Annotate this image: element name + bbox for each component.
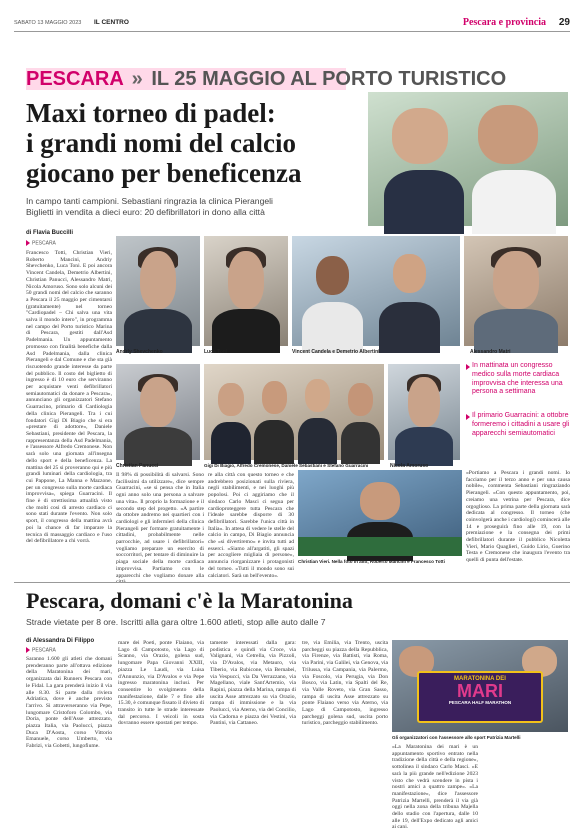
photo-mancini-totti — [368, 92, 568, 226]
article2-col4: tre, via Emilia, via Trento, uscita parcheggi su piazza della Repubblica, via Firenze, via Battisti, via Roma, via Parini, via Galilei, via Genova, via Trilussa, via Campania, via Palermo, via Foscolo, via Perugia, via Don Bosco, via Latin, via Spalti del Re, via Valle Roveto, via Gran Sasso, rampa di uscita Asse attrezzato su ponte Flaiano verso via Aterno, via Lago di Campotosto, ingresso parcheggi golena sud, uscita porto turistico, parcheggio stabilimento. — [302, 640, 388, 727]
highlight-text-1: In mattinata un congresso medico sulla morte cardiaca improvvisa che interessa una persona a settimana — [472, 362, 563, 396]
subhead-line: Biglietti in vendita a dieci euro: 20 defibrillatori in dono alla città — [26, 207, 265, 217]
banner-line2: MARI — [456, 681, 503, 702]
article2-dateline — [26, 647, 56, 653]
caption-maratonina: Gli organizzatori con l'assessore allo sport Patrizia Martelli — [392, 735, 521, 740]
headline-line: giocano per beneficenza — [26, 158, 302, 188]
highlight-box-1 — [466, 362, 570, 397]
arrow-icon — [466, 414, 470, 420]
subhead-line: In campo tanti campioni. Sebastiani ringrazia la clinica Pierangeli — [26, 196, 273, 206]
banner-line1: MARATONINA DEI — [454, 676, 506, 683]
article2-headline: Pescara, domani c'è la Maratonina — [26, 588, 353, 613]
article1-byline: di Flavia Buccilli — [26, 230, 74, 236]
article2-col5: «La Maratonina dei mari è un appuntamento sportivo entrato nella tradizione della città e della regione», sottolinea il sindaco Carlo Masci. «E sarà la più grande nell'edizione 2023 visto che vedrà scendere in pista i nostri amici a quattro zampe». «La manifestazione», dice l'assessore Patrizia Martelli, prenderà il via già oggi nella zona della tribuna Majella dello stadio con l'apertura, dalle 10 alle 19, dell'Expo dedicato agli amici ai cani. — [392, 744, 478, 831]
caption-organizers: Gigi Di Biagio, Alfredo Cremonese, Daniele Sebastiani e Stefano Guarracini — [204, 463, 369, 468]
article1-col2: Il 98% di possibilità di salvarsi. Sono facilissimi da utilizzare», dice sempre Guarracini, «se si pensa che in Italia ogni anno solo una persona a salvare una vita». Il proprio la formazione e il secondo step del progetto. «A partire da ottobre andremo nei quartieri con i cardiologi e gli infermieri della clinica Pierangeli per formare gratuitamente i cittadini, probabilmente nelle parrocchie, ad usare i defibrillatori» vogliamo preparare un esercito di soccorritori, per tentare di diminuire la piaga sociale della morte cardiaca improvvisa. Partiamo con le apparecchi che vogliamo donare alla — [116, 472, 204, 579]
kicker-text — [26, 66, 506, 92]
headline-line: Maxi torneo di padel: — [26, 98, 276, 128]
photo-maratonina — [392, 640, 568, 732]
article2-col3: tamente interessati dalla gara: podistica e quindi via Croce, via Valignani, via Cetrella, via Pizzoli, via D'Avalos, via Metauro, via Tiberio, via Rubicone, via Bernabei, via Vespucci, via Da Verrazzano, via Magellano, viale Sant'Artemio, via Rapini, piazza della Marina, rampa di uscita Asse attrezzato su via Orazio, rampa di immissione e la via Paolucci, via Aterno, via del Concilio, via Cadorna e piazza dei Vestini, via Pantini, via Cattaneo. — [210, 640, 296, 727]
article2-subhead: Strade vietate per 8 ore. Iscritti alla gara oltre 1.600 atleti, stop alle auto dalle 7 — [26, 617, 326, 627]
photo-amoruso — [388, 364, 460, 460]
banner-line3: PESCARA HALF MARATHON — [448, 700, 512, 706]
maratonina-banner — [417, 671, 544, 723]
article2-col1: Saranno 1.600 gli atleti che domani prenderanno parte all'ottava edizione della Maratonina dei mari, organizzata dai Runners Pescara con le Fidal. La gara prenderà inizio il via alle 8.30. Si parte dalla riviera Adriatica, dove è anche previsto l'arrivo. Si attraverseranno via Pepe, lungomare Cristoforo Colombo, via Doria, ponte dell'Asse attrezzato, piazza Italia, via Paolucci, piazza Duca D'Aosta, corso Vittorio Emanuele, corso Umberto, via Fabrizi, via Gobetti, lungofiume. — [26, 656, 112, 750]
kicker-separator: » — [131, 68, 143, 90]
photo-toni — [204, 236, 288, 346]
article2-byline: di Alessandra Di Filippo — [26, 638, 95, 644]
headline-line: i grandi nomi del calcio — [26, 128, 296, 158]
header-section: Pescara e provincia — [462, 17, 546, 28]
page-header — [14, 16, 570, 32]
caption-candela-albertini: Vincent Candela e Demetrio Albertini — [292, 349, 380, 355]
photo-organizers — [204, 364, 384, 460]
location-icon — [26, 647, 30, 653]
header-paper: IL CENTRO — [94, 19, 129, 26]
caption-panucci: Christian Panucci — [116, 463, 159, 469]
dateline-text: PESCARA — [32, 240, 56, 247]
article1-col4: «Portiamo a Pescara i grandi nomi. Io facciamo per il terzo anno e per una causa nobile», commenta Sebastiani ringraziando Pierangeli. «Con questo appuntamento, poi, creiamo una vetrina per Pescara, dice orgoglioso. La prima parte della giornata sarà dedicata al congresso. Il torneo (che coinvolgerà anche i cardiologi) comincerà alle 14 e proseguirà fino alle 19, con la premiazione e la consegna dei primi defibrillatori durante il pubblico Nicoletta Vieri, Mario Quaglieri, Guido Lirio, Guerino Testa e Cremonese che inaugura l'evento tra quelli di punta dell'estate. — [466, 470, 570, 564]
article1-dateline — [26, 240, 56, 246]
highlight-text-2: Il primario Guarracini: a ottobre formeremo i cittadini a usare gli apparecchi semiautomatici — [472, 412, 570, 437]
photo-panucci — [116, 364, 200, 460]
kicker-tag: IL 25 MAGGIO AL PORTO TURISTICO — [151, 68, 507, 90]
caption-amoruso: Nicola Amoruso — [390, 463, 429, 469]
caption-matri: Alessandro Matri — [470, 349, 511, 355]
photo-vieri — [298, 470, 462, 556]
highlight-box-2 — [466, 412, 570, 438]
kicker-city: PESCARA — [26, 68, 124, 90]
article1-col3: re alla città con questo torneo e che andrebbero posizionati sulla riviera, negli stabilimenti, e nei luoghi più popolosi. Poi ci aggiriamo che il sindaco Carlo Masci ci segua per cardioproteggere tutta Pescara che l'ideale sarebbe disporre di 30 defibrillatori. Sarebbe l'unica città in Italia». In attesa di vedere le stelle del calcio in campo, Di Biagio annuncia che «si divertiremo» e invita tutti ad esserci. «Siamo all'argatiti, gli spazi per accogliere migliaia di persone», annuncia riorganizzare i protagonisti del torneo. «Tutti il mondo sono sui calciatori. Sarà un bell'evento». — [208, 472, 294, 579]
caption-shevchenko: Andriy Shevchenko — [116, 349, 163, 355]
caption-toni: Luca Toni — [204, 349, 228, 355]
photo-shevchenko — [116, 236, 200, 346]
article2-col2: mare dei Poeti, ponte Flaiano, via Lago di Campotosto, via Lago di Scanno, via Orazio, golena sud, lungomare Papa Giovanni XXIII, piazza Le Laudi, via Luisa d'Annunzio, via D'Avalos e via Pepe ingresso maratonina inclusi. Per consentire lo svolgimento della manifestazione, dalle 7 e fino alle 15.30, è comunque fissato il divieto di transito in tutte le strade interessate dal percorso. I veicoli in sosta dovranno essere spostati per tempo. — [118, 640, 204, 727]
caption-vieri: Christian Vieri. Nella foto in alto, Roberto Mancini e Francesco Totti — [298, 559, 445, 564]
photo-matri — [464, 236, 568, 346]
arrow-icon — [466, 364, 470, 370]
article1-headline — [26, 98, 346, 188]
section-divider — [14, 582, 570, 583]
header-date: SABATO 13 MAGGIO 2023 — [14, 20, 82, 26]
article1-col1: Francesco Totti, Christian Vieri, Roberto Mancini, Andriy Shevchenko, Luca Toni. E poi ancora Vincent Candela, Demetrio Albertini, Christian Panucci, Alessandro Matri, Nicola Amoruso. Sono solo alcuni dei 50 grandi nomi del calcio che saranno a Pescara il 25 maggio per cimentarsi (gratuitamente) nel torneo "Cardiopadel – Chi salva una vita salva il mondo intero", in programma nel campo del Porto turistico Marina di Pescara, gestiti dall'Asd Padelmania. Un appuntamento promosso con finalità benefiche dalla Asd Padelmania, dalla clinica Pierangeli e dal Comune e che sta già riscuotendo grande interesse da parte del pubblico. Il costo del biglietto di ingresso è di 10 euro che serviranno per acquistare venti defibrillatori semiautomatici da donare a Pescara», annunciano gli organizzatori Stefano Guarracino, primario di Cardiologia della clinica Pierangeli. Tra i cui fondatori Gigi Di Biagio che si era «prestare di adottore», Daniele Sebastiani, presidente del Pescara, la rappresentanza della Asd Padelmania, e l'assessore Alfredo Cremonese. Non sarà solo una giornata all'insegna dello sport e della beneficenza. La mattina del 25 si proveranno qui e più grandi luminari della cardiologia, tra cui Pappone, La Manna e Mazzone, per un congresso sulla morte cardiaca improvvisa», spiega Guarracini. Il fine è di strettissima attualità visto che molti cosi di arresto cardiaco ci sono stati durante l'evento. Non solo sport, il congresso della mattina avrà poi la chance di far imparare la tecnica di massaggio cardiaco e l'uso del defibrillatore a chi vorrà. — [26, 250, 112, 545]
header-page-number: 29 — [558, 17, 570, 28]
photo-candela-albertini — [292, 236, 460, 346]
article1-subhead — [26, 196, 366, 218]
location-icon — [26, 240, 30, 246]
dateline-text: PESCARA — [32, 647, 56, 654]
